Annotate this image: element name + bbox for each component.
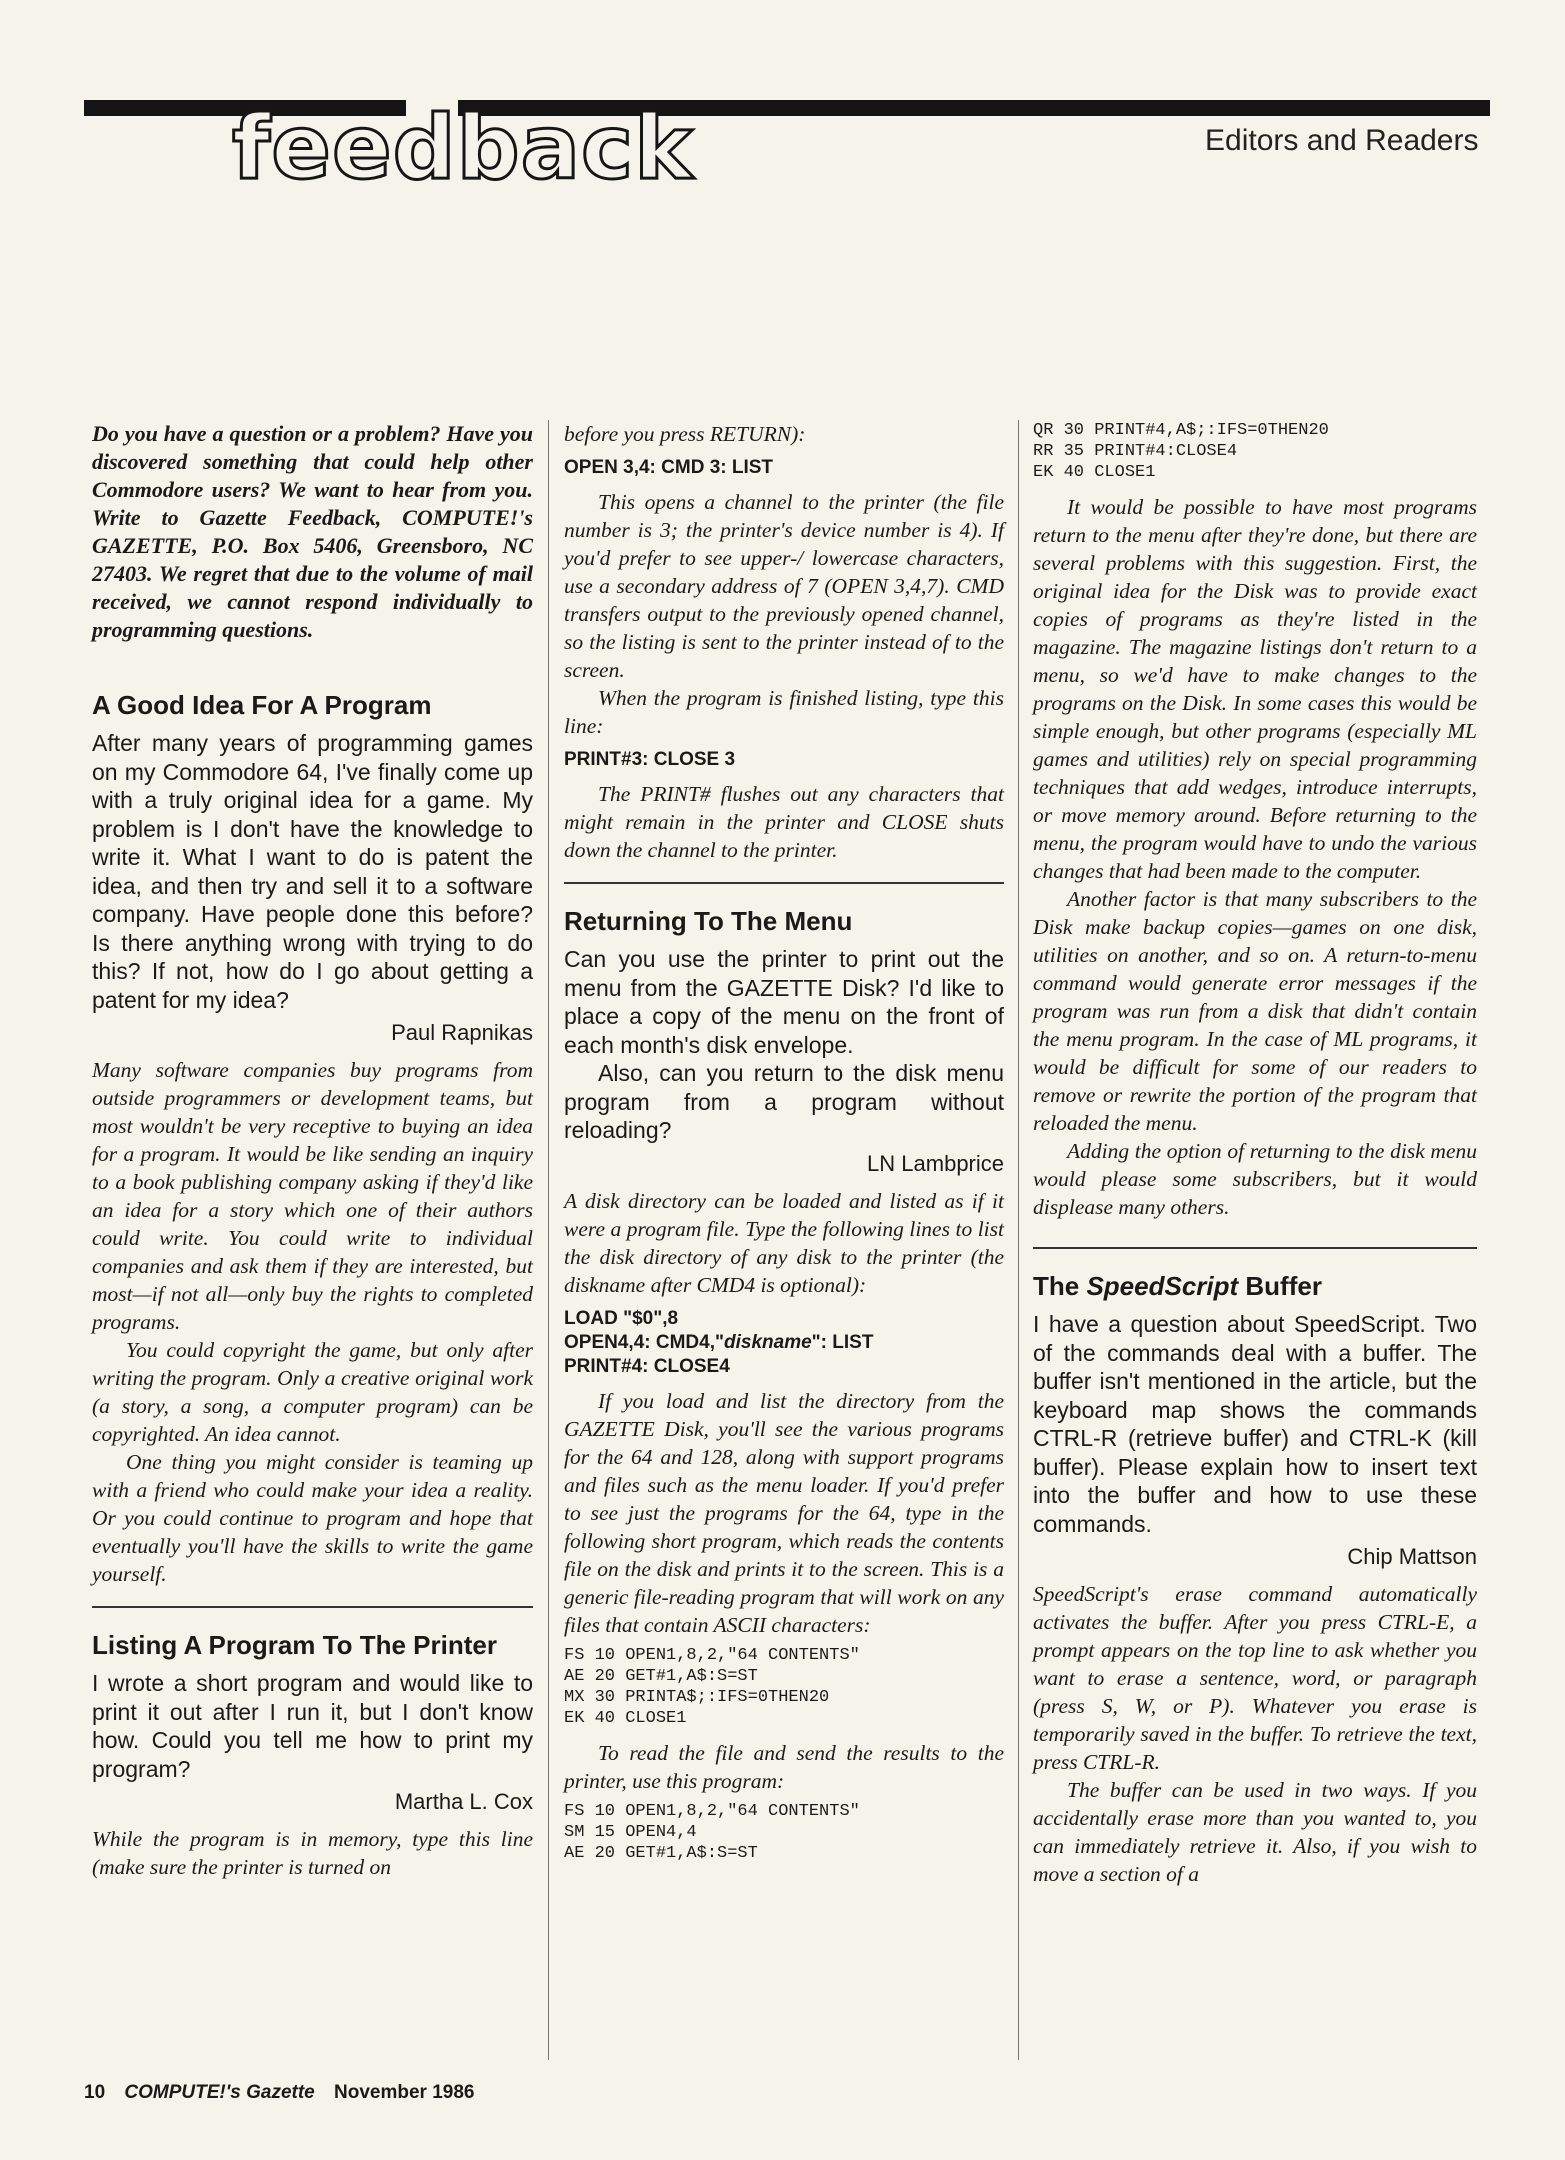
editor-answer: A disk directory can be loaded and listed as if it were a program file. Type the following lines to list the disk directory of any disk to the printer (the diskname after CMD4 is optional): [564,1188,1004,1297]
column-2 [564,420,1004,1874]
issue-date: November 1986 [334,2082,475,2103]
editor-answer: It would be possible to have most programs return to the menu after they're done, but there are several problems with this suggestion. First, the original idea for the Disk was to provide exact copies of programs as they're listed in the magazine. The magazine listings don't return to a menu, so we'd have to make changes to the programs on the Disk. In some cases this would be simple enough, but other programs (especially ML games and utilities) rely on special programming techniques that add wedges, introduce interrupts, or move memory around. Before returning to the menu, the program would have to undo the various changes that had been made to the computer. [1033,495,1477,883]
code-listing: FS 10 OPEN1,8,2,"64 CONTENTS" AE 20 GET#1,A$:S=ST MX 30 PRINTA$;:IFS=0THEN20 EK 40 CLOSE1 [564,1645,860,1728]
intro-text: Do you have a question or a problem? Have you discovered something that could help other Commodore users? We want to hear from you. Write to Gazette Feedback, COMPUTE!'s GAZETTE, P.O. Box 5406, Greensboro, NC 27403. We regret that due to the volume of mail received, we cannot respond individually to programming questions. [92,421,533,642]
section-heading: Returning To The Menu [564,906,853,936]
editor-answer: To read the file and send the results to the printer, use this program: [564,1740,1004,1793]
section-separator [564,882,1004,884]
column-3 [1033,420,1477,1888]
letter-signature: LN Lambprice [867,1150,1004,1176]
code-listing: QR 30 PRINT#4,A$;:IFS=0THEN20 RR 35 PRINT#4:CLOSE4 EK 40 CLOSE1 [1033,421,1329,482]
editor-answer: The PRINT# flushes out any characters that might remain in the printer and CLOSE shuts down the channel to the printer. [564,782,1004,862]
command-part: OPEN4,4: CMD4," [564,1331,724,1353]
editor-answer: While the program is in memory, type this line (make sure the printer is turned on [92,1827,533,1879]
feedback-logo: feedback [232,96,694,199]
editor-answer: Adding the option of returning to the disk menu would please some subscribers, but it would displease many others. [1033,1139,1477,1219]
section-heading: A Good Idea For A Program [92,690,432,720]
section-separator [1033,1247,1477,1249]
editor-answer: This opens a channel to the printer (the file number is 3; the printer's device number is 4). If you'd prefer to see upper-/ lowercase characters, use a secondary address of 7 (OPEN 3,4,7). CMD transfers output to the previously opened channel, so the listing is sent to the printer instead of to the screen. [564,490,1004,682]
editor-answer: If you load and list the directory from the GAZETTE Disk, you'll see the various programs for the 64 and 128, along with support programs and files such as the menu loader. If you'd prefer to see just the programs for the 64, type in the following short program, which reads the contents file on the disk and prints it to the screen. This is a generic file-reading program that will work on any files that contain ASCII characters: [564,1388,1004,1637]
page-number: 10 [84,2082,106,2103]
magazine-name: COMPUTE!'s Gazette [124,2082,315,2103]
reader-letter: I have a question about SpeedScript. Two of the commands deal with a buffer. The buffer isn't mentioned in the article, but the keyboard map shows the commands CTRL-R (retrieve buffer) and CTRL-K (kill buffer). Please explain how to insert text into the buffer and how to use these commands. [1033,1311,1477,1537]
editor-answer: You could copyright the game, but only after writing the program. Only a creative original work (a story, a song, a computer program) can be copyrighted. An idea cannot. [92,1338,533,1446]
reader-letter: Can you use the printer to print out the menu from the GAZETTE Disk? I'd like to place a copy of the menu on the front of each month's disk envelope. [564,946,1004,1058]
page-footer [84,2082,475,2104]
command-line: PRINT#4: CLOSE4 [564,1355,730,1377]
column-divider [1018,420,1019,2060]
command-line [564,1331,1004,1355]
command-line: OPEN 3,4: CMD 3: LIST [564,457,774,478]
command-line: LOAD "$0",8 [564,1307,679,1329]
letter-signature: Martha L. Cox [394,1789,533,1814]
letter-signature: Paul Rapnikas [391,1020,533,1045]
command-line: PRINT#3: CLOSE 3 [564,749,736,770]
section-tagline: Editors and Readers [1205,124,1479,157]
editor-answer: before you press RETURN): [564,422,806,446]
reader-letter: After many years of programming games on my Commodore 64, I've finally come up with a truly original idea for a game. My problem is I don't have the knowledge to write it. What I want to do is patent the idea, and then try and sell it to a software company. Have people done this before? Is there anything wrong with trying to do this? If not, how do I go about getting a patent for my idea? [92,730,533,1013]
section-separator [92,1606,533,1608]
code-listing: FS 10 OPEN1,8,2,"64 CONTENTS" SM 15 OPEN4,4 AE 20 GET#1,A$:S=ST [564,1801,860,1863]
editor-answer: When the program is finished listing, type this line: [564,686,1004,738]
editor-answer: Many software companies buy programs from outside programmers or development teams, but most wouldn't be very receptive to buying an idea for a program. It would be like sending an inquiry to a book publishing company asking if they'd like an idea for a story which one of their authors could write. You could write to individual companies and ask them if they are interested, but most—if not all—only buy the rights to completed programs. [92,1058,533,1334]
editor-answer: The buffer can be used in two ways. If you accidentally erase more than you wanted to, you can immediately retrieve it. Also, if you wish to move a section of a [1033,1778,1477,1886]
editor-answer: Another factor is that many subscribers to the Disk make backup copies—games on one disk, utilities on another, and so on. A return-to-menu command would generate error messages if the program was run from a disk that didn't contain the menu program. In the case of ML programs, it would be difficult for some of our readers to remove or rewrite the portion of the program that reloaded the menu. [1033,887,1477,1135]
reader-letter: Also, can you return to the disk menu program from a program without reloading? [564,1060,1004,1143]
heading-part: The [1033,1271,1087,1301]
command-part: ": LIST [811,1331,874,1353]
section-heading: Listing A Program To The Printer [92,1630,497,1660]
heading-part: Buffer [1238,1271,1322,1301]
command-part: diskname [724,1331,812,1353]
reader-letter: I wrote a short program and would like to print it out after I run it, but I don't know how. Could you tell me how to print my program? [92,1670,533,1782]
editor-answer: One thing you might consider is teaming up with a friend who could make your idea a reality. Or you could continue to program and hope that eventually you'll have the skills to write the game yourself. [92,1450,533,1586]
section-heading [1033,1271,1477,1302]
command-block [564,1307,1004,1379]
editor-answer: SpeedScript's erase command automatically activates the buffer. After you press CTRL-E, a prompt appears on the top line to ask whether you want to erase a sentence, word, or paragraph (press S, W, or P). Whatever you erase is temporarily saved in the buffer. To retrieve the text, press CTRL-R. [1033,1582,1477,1774]
column-divider [548,420,549,2060]
heading-part: SpeedScript [1086,1271,1239,1301]
letter-signature: Chip Mattson [1347,1544,1477,1569]
column-1 [92,420,533,1881]
